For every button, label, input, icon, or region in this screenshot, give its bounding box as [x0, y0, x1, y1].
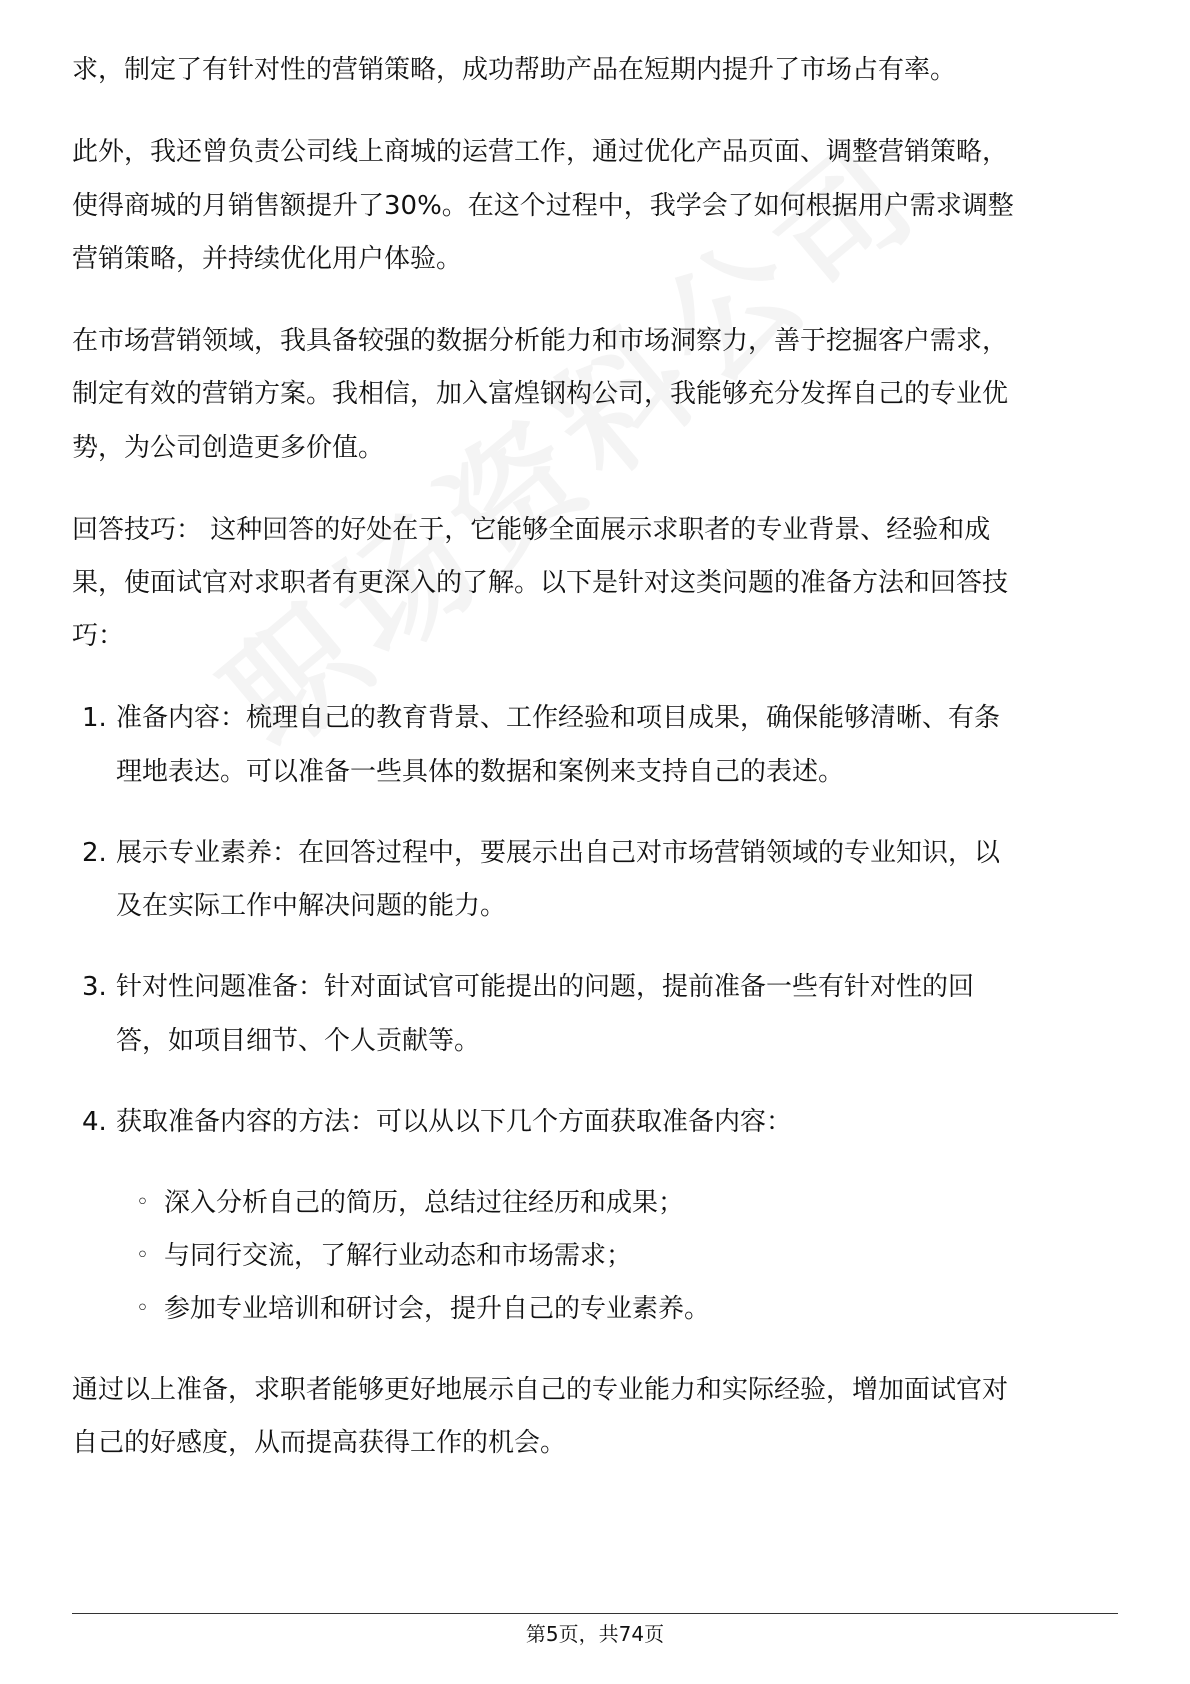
answer-tips-line: 果，使面试官对求职者有更深入的了解。以下是针对这类问题的准备方法和回答技	[72, 568, 1009, 598]
answer-tips-line: 回答技巧： 这种回答的好处在于，它能够全面展示求职者的专业背景、经验和成	[72, 515, 991, 545]
list-item-text: 理地表达。可以准备一些具体的数据和案例来支持自己的表述。	[116, 757, 845, 787]
paragraph-line: 在市场营销领域，我具备较强的数据分析能力和市场洞察力，善于挖掘客户需求，	[72, 326, 1009, 356]
paragraph-line: 制定有效的营销方案。我相信，加入富煌钢构公司，我能够充分发挥自己的专业优	[72, 379, 1009, 409]
page-number: 第5页，共74页	[525, 1622, 665, 1646]
bullet-marker: ◦	[136, 1243, 149, 1268]
paragraph-line: 势，为公司创造更多价值。	[72, 433, 385, 463]
list-number: 4.	[82, 1107, 107, 1137]
bullet-marker: ◦	[136, 1190, 149, 1215]
list-item-text: 展示专业素养：在回答过程中，要展示出自己对市场营销领域的专业知识，以	[116, 838, 1001, 868]
list-item-text: 准备内容：梳理自己的教育背景、工作经验和项目成果，确保能够清晰、有条	[116, 703, 1001, 733]
list-number: 3.	[82, 972, 107, 1002]
list-item-text: 针对性问题准备：针对面试官可能提出的问题，提前准备一些有针对性的回	[116, 972, 975, 1002]
paragraph-line: 营销策略，并持续优化用户体验。	[72, 244, 463, 274]
paragraph-line: 使得商城的月销售额提升了30%。在这个过程中，我学会了如何根据用户需求调整	[72, 191, 1014, 221]
bullet-text: 深入分析自己的简历，总结过往经历和成果；	[164, 1188, 685, 1218]
list-item-text: 答，如项目细节、个人贡献等。	[116, 1026, 481, 1056]
closing-line: 通过以上准备，求职者能够更好地展示自己的专业能力和实际经验，增加面试官对	[72, 1375, 1009, 1405]
list-item-text: 获取准备内容的方法：可以从以下几个方面获取准备内容：	[116, 1107, 793, 1137]
list-number: 1.	[82, 703, 107, 733]
paragraph-line: 此外，我还曾负责公司线上商城的运营工作，通过优化产品页面、调整营销策略，	[72, 137, 1009, 167]
closing-line: 自己的好感度，从而提高获得工作的机会。	[72, 1428, 567, 1458]
list-item-text: 及在实际工作中解决问题的能力。	[116, 891, 507, 921]
bullet-marker: ◦	[136, 1296, 149, 1321]
bullet-text: 参加专业培训和研讨会，提升自己的专业素养。	[164, 1294, 711, 1324]
footer-divider	[72, 1613, 1118, 1614]
answer-tips-line: 巧：	[72, 621, 125, 651]
bullet-text: 与同行交流，了解行业动态和市场需求；	[164, 1241, 633, 1271]
list-number: 2.	[82, 838, 107, 868]
paragraph-line: 求，制定了有针对性的营销策略，成功帮助产品在短期内提升了市场占有率。	[72, 55, 957, 85]
